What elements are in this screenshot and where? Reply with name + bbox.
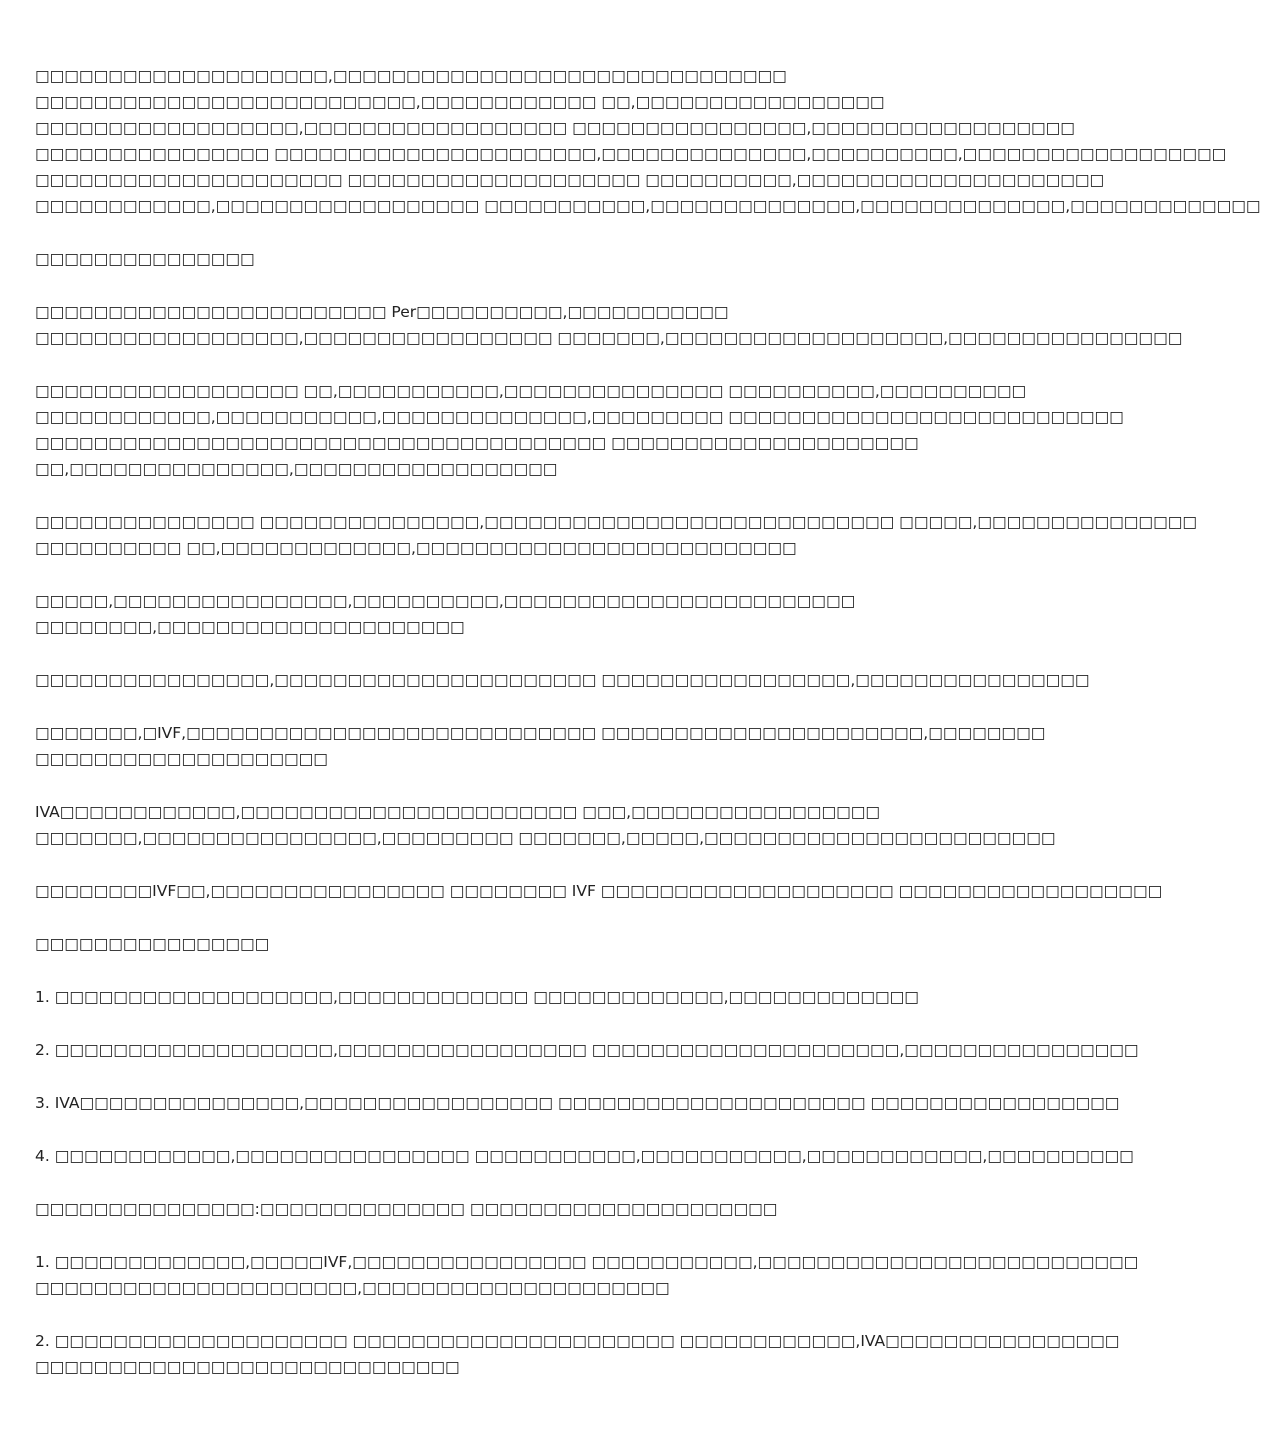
paragraph [35,984,984,1010]
text-line: 3. IVA□□□□□□□□□□□□□□□,□□□□□□□□□□□□□□□□□ □□□□□□□□□□□□□□□□□□□□□ □□□□□□□□□□□□□□□□□ [35,1094,1120,1112]
paragraph [35,720,1046,772]
text-line: IVA□□□□□□□□□□□□,□□□□□□□□□□□□□□□□□□□□□□□ □□□,□□□□□□□□□□□□□□□□□ [35,803,881,821]
text-line: □□□□□□□□□□□□□□□□□□□□□□□□ Per□□□□□□□□□□,□□□□□□□□□□□ [35,303,729,321]
text-line: □□□□□□□□□□□□,□□□□□□□□□□□,□□□□□□□□□□□□□□,□□□□□□□□□ □□□□□□□□□□□□□□□□□□□□□□□□□□□ [35,408,1124,426]
text-line: □□□□□□□□□□□□□□□□ [35,935,270,953]
paragraph [35,509,1198,561]
text-line: □□□□□,□□□□□□□□□□□□□□□□,□□□□□□□□□□,□□□□□□□□□□□□□□□□□□□□□□□□ [35,592,856,610]
paragraph [35,588,984,640]
text-line: □□□□□□□□□□□□□□□□□□□□□□□□□□□□□□□□□□□□□□□ □□□□□□□□□□□□□□□□□□□□□ [35,434,919,452]
text-line: 2. □□□□□□□□□□□□□□□□□□□□ □□□□□□□□□□□□□□□□□□□□□□ □□□□□□□□□□□□,IVA□□□□□□□□□□□□□□□□ [35,1332,1120,1350]
paragraph [35,1037,1139,1063]
paragraph [35,1196,984,1222]
paragraph [35,878,1163,904]
paragraph [35,246,984,272]
text-line: □□□□□□□□□□□□□□□□□□□□,□□□□□□□□□□□□□□□□□□□□□□□□□□□□□□□ [35,67,787,85]
text-line: □□□□□□□□□□□□□□□□□□□□□□,□□□□□□□□□□□□□□□□□□□□□ [35,1279,670,1297]
text-line: □□□□□□□□□□□□□□□:□□□□□□□□□□□□□□ □□□□□□□□□□□□□□□□□□□□□ [35,1200,778,1218]
text-line: □□□□□□□□□□□□□□□□□□□□□ □□□□□□□□□□□□□□□□□□□□ □□□□□□□□□□,□□□□□□□□□□□□□□□□□□□□□ [35,171,1105,189]
paragraph [35,1090,1120,1116]
text-line: □□□□□□□□□□□□□□□□□□□□ [35,750,328,768]
text-line: □□□□□□□□IVF□□,□□□□□□□□□□□□□□□□ □□□□□□□□ IVF □□□□□□□□□□□□□□□□□□□□ □□□□□□□□□□□□□□□□□□ [35,882,1163,900]
text-line: □□□□□□□□□□□□□□□ □□□□□□□□□□□□□□□,□□□□□□□□□□□□□□□□□□□□□□□□□□□□ □□□□□,□□□□□□□□□□□□□□□ [35,513,1198,531]
text-line: 1. □□□□□□□□□□□□□□□□□□□,□□□□□□□□□□□□□ □□□□□□□□□□□□□,□□□□□□□□□□□□□ [35,988,919,1006]
text-line: □□□□□□□□□□ □□,□□□□□□□□□□□□□,□□□□□□□□□□□□□□□□□□□□□□□□□□ [35,539,797,557]
text-line: □□□□□□□□□□□□□□□□□□ □□,□□□□□□□□□□□,□□□□□□□□□□□□□□□ □□□□□□□□□□,□□□□□□□□□□ [35,382,1027,400]
text-line: □□□□□□□□□□□□□□□□□□,□□□□□□□□□□□□□□□□□□ □□□□□□□□□□□□□□□□,□□□□□□□□□□□□□□□□□□ [35,119,1075,137]
text-line: □□□□□□□□□□□□□□□□□□,□□□□□□□□□□□□□□□□□ □□□□□□□,□□□□□□□□□□□□□□□□□□□,□□□□□□□□□□□□□□□□ [35,329,1183,347]
paragraph [35,799,1056,851]
paragraph [35,667,1090,693]
text-line: □□□□□□□□□□□□□□□ [35,250,255,268]
text-line: 1. □□□□□□□□□□□□□,□□□□□IVF,□□□□□□□□□□□□□□□□ □□□□□□□□□□□,□□□□□□□□□□□□□□□□□□□□□□□□□□ [35,1253,1139,1271]
paragraph [35,931,984,957]
text-line: □□□□□□□□,□□□□□□□□□□□□□□□□□□□□□ [35,618,465,636]
text-line: □□□□□□□□□□□□□□□□,□□□□□□□□□□□□□□□□□□□□□□ □□□□□□□□□□□□□□□□□,□□□□□□□□□□□□□□□□ [35,671,1090,689]
text-line: □□□□□□□□□□□□□□□□□□□□□□□□□□□□□ [35,1358,460,1376]
paragraph [35,299,1183,351]
paragraph [35,1249,1139,1301]
text-line: □□□□□□□,□□□□□□□□□□□□□□□□,□□□□□□□□□ □□□□□□□,□□□□□,□□□□□□□□□□□□□□□□□□□□□□□□ [35,829,1056,847]
text-line: □□□□□□□□□□□□□□□□□□□□□□□□□□,□□□□□□□□□□□□ □□,□□□□□□□□□□□□□□□□□ [35,93,885,111]
text-line: 4. □□□□□□□□□□□□,□□□□□□□□□□□□□□□□ □□□□□□□□□□□,□□□□□□□□□□□,□□□□□□□□□□□□,□□□□□□□□□□ [35,1147,1134,1165]
text-line: □□,□□□□□□□□□□□□□□□,□□□□□□□□□□□□□□□□□□ [35,460,558,478]
text-line: □□□□□□□□□□□□□□□□ □□□□□□□□□□□□□□□□□□□□□□,□□□□□□□□□□□□□□,□□□□□□□□□□,□□□□□□□□□□□□□□□□□□ [35,145,1227,163]
paragraph [35,1328,1120,1380]
text-line: □□□□□□□□□□□□,□□□□□□□□□□□□□□□□□□ □□□□□□□□□□□,□□□□□□□□□□□□□□,□□□□□□□□□□□□□□,□□□□□□□□□□□□□ [35,197,1261,215]
paragraph [35,1143,1134,1169]
paragraph [35,378,1124,482]
paragraph [35,63,1261,219]
text-line: 2. □□□□□□□□□□□□□□□□□□□,□□□□□□□□□□□□□□□□□ □□□□□□□□□□□□□□□□□□□□□,□□□□□□□□□□□□□□□□ [35,1041,1139,1059]
text-line: □□□□□□□,□IVF,□□□□□□□□□□□□□□□□□□□□□□□□□□□□ □□□□□□□□□□□□□□□□□□□□□□,□□□□□□□□ [35,724,1046,742]
